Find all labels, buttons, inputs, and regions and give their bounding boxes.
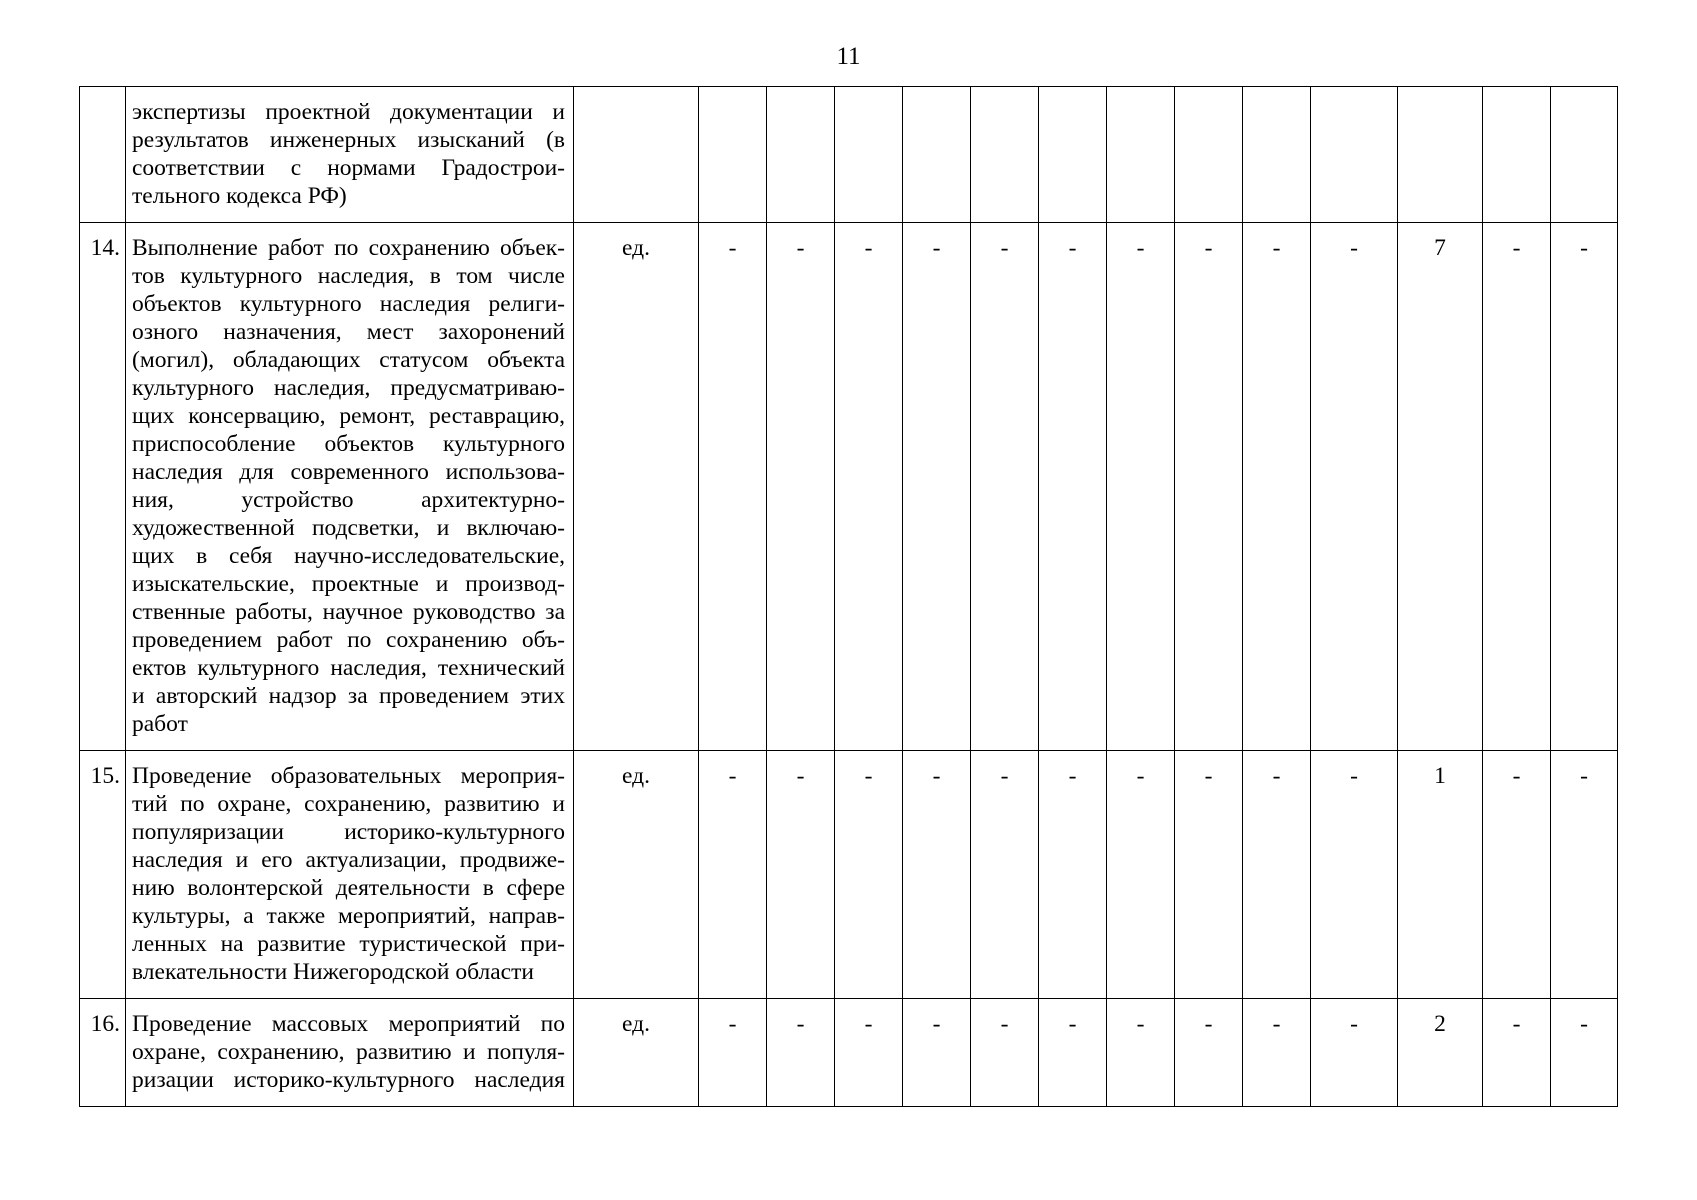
value-cell: - bbox=[767, 751, 835, 999]
description-line: ственные работы, научное руководство за bbox=[132, 599, 565, 625]
value-cell bbox=[971, 87, 1039, 223]
description-line: тий по охране, сохранению, развитию и bbox=[132, 791, 565, 817]
value-cell: - bbox=[1483, 999, 1551, 1107]
page-number: 11 bbox=[836, 43, 861, 70]
value-cell: - bbox=[1243, 751, 1311, 999]
value-cell: - bbox=[835, 223, 903, 751]
row-number: 15. bbox=[80, 751, 126, 999]
row-description bbox=[126, 223, 574, 751]
table-row bbox=[80, 87, 1618, 223]
description-line: объектов культурного наследия религи- bbox=[132, 291, 565, 317]
value-cell: - bbox=[1551, 223, 1618, 751]
value-cell bbox=[699, 87, 767, 223]
value-cell bbox=[903, 87, 971, 223]
description-line: Проведение массовых мероприятий по bbox=[132, 1011, 565, 1037]
value-cell bbox=[1311, 87, 1398, 223]
value-cell: - bbox=[903, 999, 971, 1107]
description-line: нию волонтерской деятельности в сфере bbox=[132, 875, 565, 901]
value-cell: - bbox=[1175, 751, 1243, 999]
value-cell bbox=[1243, 87, 1311, 223]
value-cell: - bbox=[835, 751, 903, 999]
description-line: результатов инженерных изысканий (в bbox=[132, 127, 565, 153]
description-line: ризации историко-культурного наследия bbox=[132, 1067, 565, 1093]
row-description bbox=[126, 751, 574, 999]
value-cell bbox=[1175, 87, 1243, 223]
value-cell: - bbox=[1107, 751, 1175, 999]
row-description bbox=[126, 87, 574, 223]
row-number bbox=[80, 87, 126, 223]
description-line: приспособление объектов культурного bbox=[132, 431, 565, 457]
description-line: охране, сохранению, развитию и популя- bbox=[132, 1039, 565, 1065]
table-row bbox=[80, 999, 1618, 1107]
description-line: экспертизы проектной документации и bbox=[132, 99, 565, 125]
description-line: изыскательские, проектные и производ- bbox=[132, 571, 565, 597]
value-cell: - bbox=[903, 751, 971, 999]
value-cell: - bbox=[1039, 223, 1107, 751]
description-line: Выполнение работ по сохранению объек- bbox=[132, 235, 565, 261]
value-cell: - bbox=[1311, 223, 1398, 751]
value-cell: - bbox=[1311, 999, 1398, 1107]
value-cell: - bbox=[1175, 223, 1243, 751]
value-cell: - bbox=[767, 999, 835, 1107]
row-unit: ед. bbox=[574, 999, 699, 1107]
description-line: художественной подсветки, и включаю- bbox=[132, 515, 565, 541]
table-row bbox=[80, 223, 1618, 751]
value-cell: - bbox=[835, 999, 903, 1107]
description-line: влекательности Нижегородской области bbox=[132, 959, 534, 985]
indicators-table bbox=[79, 86, 1618, 1107]
value-cell: - bbox=[971, 751, 1039, 999]
value-cell bbox=[1551, 87, 1618, 223]
value-cell: - bbox=[1175, 999, 1243, 1107]
description-line: и авторский надзор за проведением этих bbox=[132, 683, 565, 709]
description-line: тов культурного наследия, в том числе bbox=[132, 263, 565, 289]
description-line: щих в себя научно-исследовательские, bbox=[132, 543, 565, 569]
row-unit: ед. bbox=[574, 223, 699, 751]
description-line: озного назначения, мест захоронений bbox=[132, 319, 565, 345]
value-cell: - bbox=[1243, 999, 1311, 1107]
value-cell: - bbox=[971, 999, 1039, 1107]
description-line: Проведение образовательных мероприя- bbox=[132, 763, 565, 789]
description-line: ния, устройство архитектурно- bbox=[132, 487, 565, 513]
table-body bbox=[80, 87, 1618, 1107]
value-cell: - bbox=[1311, 751, 1398, 999]
value-cell: 1 bbox=[1398, 751, 1483, 999]
value-cell: - bbox=[1551, 999, 1618, 1107]
value-cell: - bbox=[699, 999, 767, 1107]
row-description bbox=[126, 999, 574, 1107]
description-line: щих консервацию, ремонт, реставрацию, bbox=[132, 403, 565, 429]
description-line: культурного наследия, предусматриваю- bbox=[132, 375, 565, 401]
value-cell: - bbox=[767, 223, 835, 751]
value-cell: - bbox=[1483, 751, 1551, 999]
value-cell bbox=[1398, 87, 1483, 223]
value-cell bbox=[1107, 87, 1175, 223]
value-cell: - bbox=[1483, 223, 1551, 751]
value-cell: - bbox=[903, 223, 971, 751]
value-cell: - bbox=[1107, 999, 1175, 1107]
row-unit: ед. bbox=[574, 751, 699, 999]
value-cell: 7 bbox=[1398, 223, 1483, 751]
value-cell: - bbox=[1243, 223, 1311, 751]
value-cell: - bbox=[1107, 223, 1175, 751]
value-cell: - bbox=[1551, 751, 1618, 999]
description-line: ектов культурного наследия, технический bbox=[132, 655, 565, 681]
row-number: 14. bbox=[80, 223, 126, 751]
row-unit bbox=[574, 87, 699, 223]
value-cell bbox=[1039, 87, 1107, 223]
description-line: соответствии с нормами Градострои- bbox=[132, 155, 565, 181]
value-cell bbox=[767, 87, 835, 223]
table-row bbox=[80, 751, 1618, 999]
description-line: наследия для современного использова- bbox=[132, 459, 565, 485]
row-number: 16. bbox=[80, 999, 126, 1107]
description-line: (могил), обладающих статусом объекта bbox=[132, 347, 565, 373]
value-cell bbox=[1483, 87, 1551, 223]
value-cell: - bbox=[971, 223, 1039, 751]
value-cell: - bbox=[1039, 999, 1107, 1107]
value-cell: 2 bbox=[1398, 999, 1483, 1107]
value-cell: - bbox=[699, 223, 767, 751]
description-line: тельного кодекса РФ) bbox=[132, 183, 347, 209]
description-line: проведением работ по сохранению объ- bbox=[132, 627, 565, 653]
description-line: популяризации историко-культурного bbox=[132, 819, 565, 845]
value-cell bbox=[835, 87, 903, 223]
description-line: работ bbox=[132, 711, 188, 737]
value-cell: - bbox=[1039, 751, 1107, 999]
description-line: наследия и его актуализации, продвиже- bbox=[132, 847, 565, 873]
description-line: культуры, а также мероприятий, направ- bbox=[132, 903, 565, 929]
value-cell: - bbox=[699, 751, 767, 999]
description-line: ленных на развитие туристической при- bbox=[132, 931, 565, 957]
